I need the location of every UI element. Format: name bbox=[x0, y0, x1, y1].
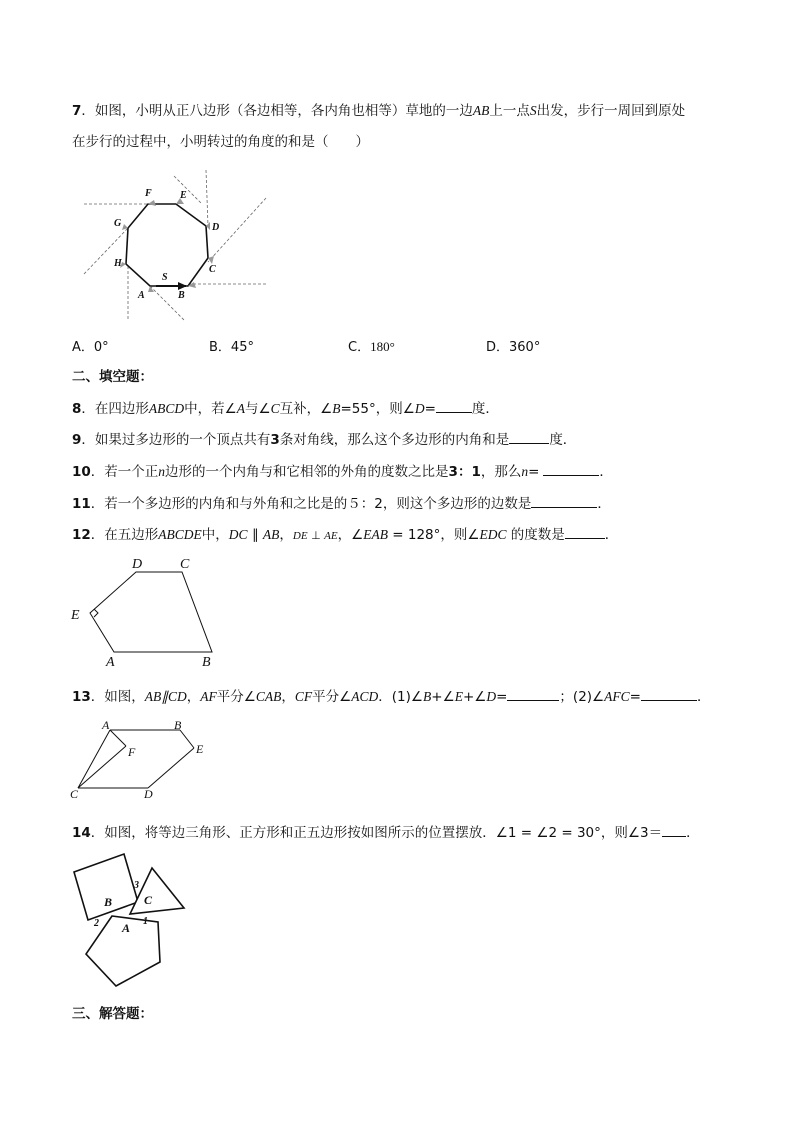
q7-option-a[interactable]: A．0° bbox=[72, 340, 109, 355]
label-B: B bbox=[104, 895, 113, 909]
label-C: C bbox=[70, 787, 79, 801]
q7-line1: 7．如图，小明从正八边形（各边相等，各内角也相等）草地的一边AB上一点S出发，步行一周回到原处 bbox=[72, 103, 686, 119]
pentagon bbox=[90, 572, 212, 652]
label-D: D bbox=[212, 222, 220, 233]
q13-answer-blank-2[interactable] bbox=[641, 686, 697, 701]
label-F: F bbox=[128, 745, 136, 759]
q7-option-d[interactable]: D．360° bbox=[486, 340, 541, 355]
q9-answer-blank[interactable] bbox=[509, 429, 549, 444]
label-C: C bbox=[209, 264, 216, 275]
label-S: S bbox=[162, 272, 168, 283]
q9: 9．如果过多边形的一个顶点共有3条对角线，那么这个多边形的内角和是 度． bbox=[72, 429, 576, 450]
section-fill-in-title: 二、填空题： bbox=[72, 369, 153, 385]
label-H: H bbox=[114, 258, 122, 269]
q13-answer-blank-1[interactable] bbox=[507, 686, 559, 701]
label-A: A bbox=[102, 718, 110, 732]
pentagon-figure bbox=[68, 556, 228, 672]
octagon-figure bbox=[78, 164, 270, 324]
label-B: B bbox=[178, 290, 185, 301]
q14-answer-blank[interactable] bbox=[662, 822, 686, 837]
section-answer-title: 三、解答题： bbox=[72, 1006, 153, 1022]
q12: 12．在五边形ABCDE中，DC ∥ AB，DE ⊥ AE，∠EAB = 128°，则∠EDC 的度数是 ． bbox=[72, 524, 618, 546]
q7-option-c[interactable]: C．180° bbox=[348, 339, 395, 355]
label-G: G bbox=[114, 218, 122, 229]
label-D: D bbox=[144, 787, 153, 801]
q10-answer-blank[interactable] bbox=[543, 461, 599, 476]
label-3: 3 bbox=[134, 880, 139, 891]
label-B: B bbox=[202, 655, 211, 670]
q7-option-b[interactable]: B．45° bbox=[209, 340, 254, 355]
label-C: C bbox=[144, 893, 153, 907]
q14: 14．如图，将等边三角形、正方形和正五边形按如图所示的位置摆放．∠1 = ∠2 = 30°，则∠3＝ ． bbox=[72, 822, 700, 843]
q11: 11．若一个多边形的内角和与外角和之比是的５：2，则这个多边形的边数是 ． bbox=[72, 493, 611, 514]
parallel-figure bbox=[68, 718, 218, 804]
square-shape bbox=[74, 854, 138, 920]
label-A: A bbox=[138, 290, 145, 301]
q7-line2: 在步行的过程中，小明转过的角度的和是（ ） bbox=[72, 134, 369, 150]
q11-answer-blank[interactable] bbox=[531, 493, 597, 508]
triangle-shape bbox=[130, 868, 184, 914]
label-B: B bbox=[174, 718, 182, 732]
label-F: F bbox=[145, 188, 152, 199]
label-E: E bbox=[180, 190, 187, 201]
q10: 10．若一个正n边形的一个内角与和它相邻的外角的度数之比是3：1，那么n= ． bbox=[72, 461, 613, 482]
label-2: 2 bbox=[94, 918, 99, 929]
label-D: D bbox=[132, 557, 143, 572]
label-A: A bbox=[122, 921, 131, 935]
q13: 13．如图，AB∥CD，AF平分∠CAB，CF平分∠ACD．(1)∠B+∠E+∠D= ；(2)∠AFC= ． bbox=[72, 686, 710, 707]
q8-answer-blank[interactable] bbox=[436, 398, 472, 413]
q12-answer-blank[interactable] bbox=[565, 524, 605, 539]
label-C: C bbox=[180, 557, 190, 572]
label-A: A bbox=[106, 655, 115, 670]
label-E: E bbox=[196, 742, 204, 756]
label-1: 1 bbox=[143, 916, 148, 927]
q8: 8．在四边形ABCD中，若∠A与∠C互补，∠B=55°，则∠D= 度． bbox=[72, 398, 499, 419]
label-E: E bbox=[71, 608, 80, 623]
shapes-figure bbox=[70, 850, 190, 992]
